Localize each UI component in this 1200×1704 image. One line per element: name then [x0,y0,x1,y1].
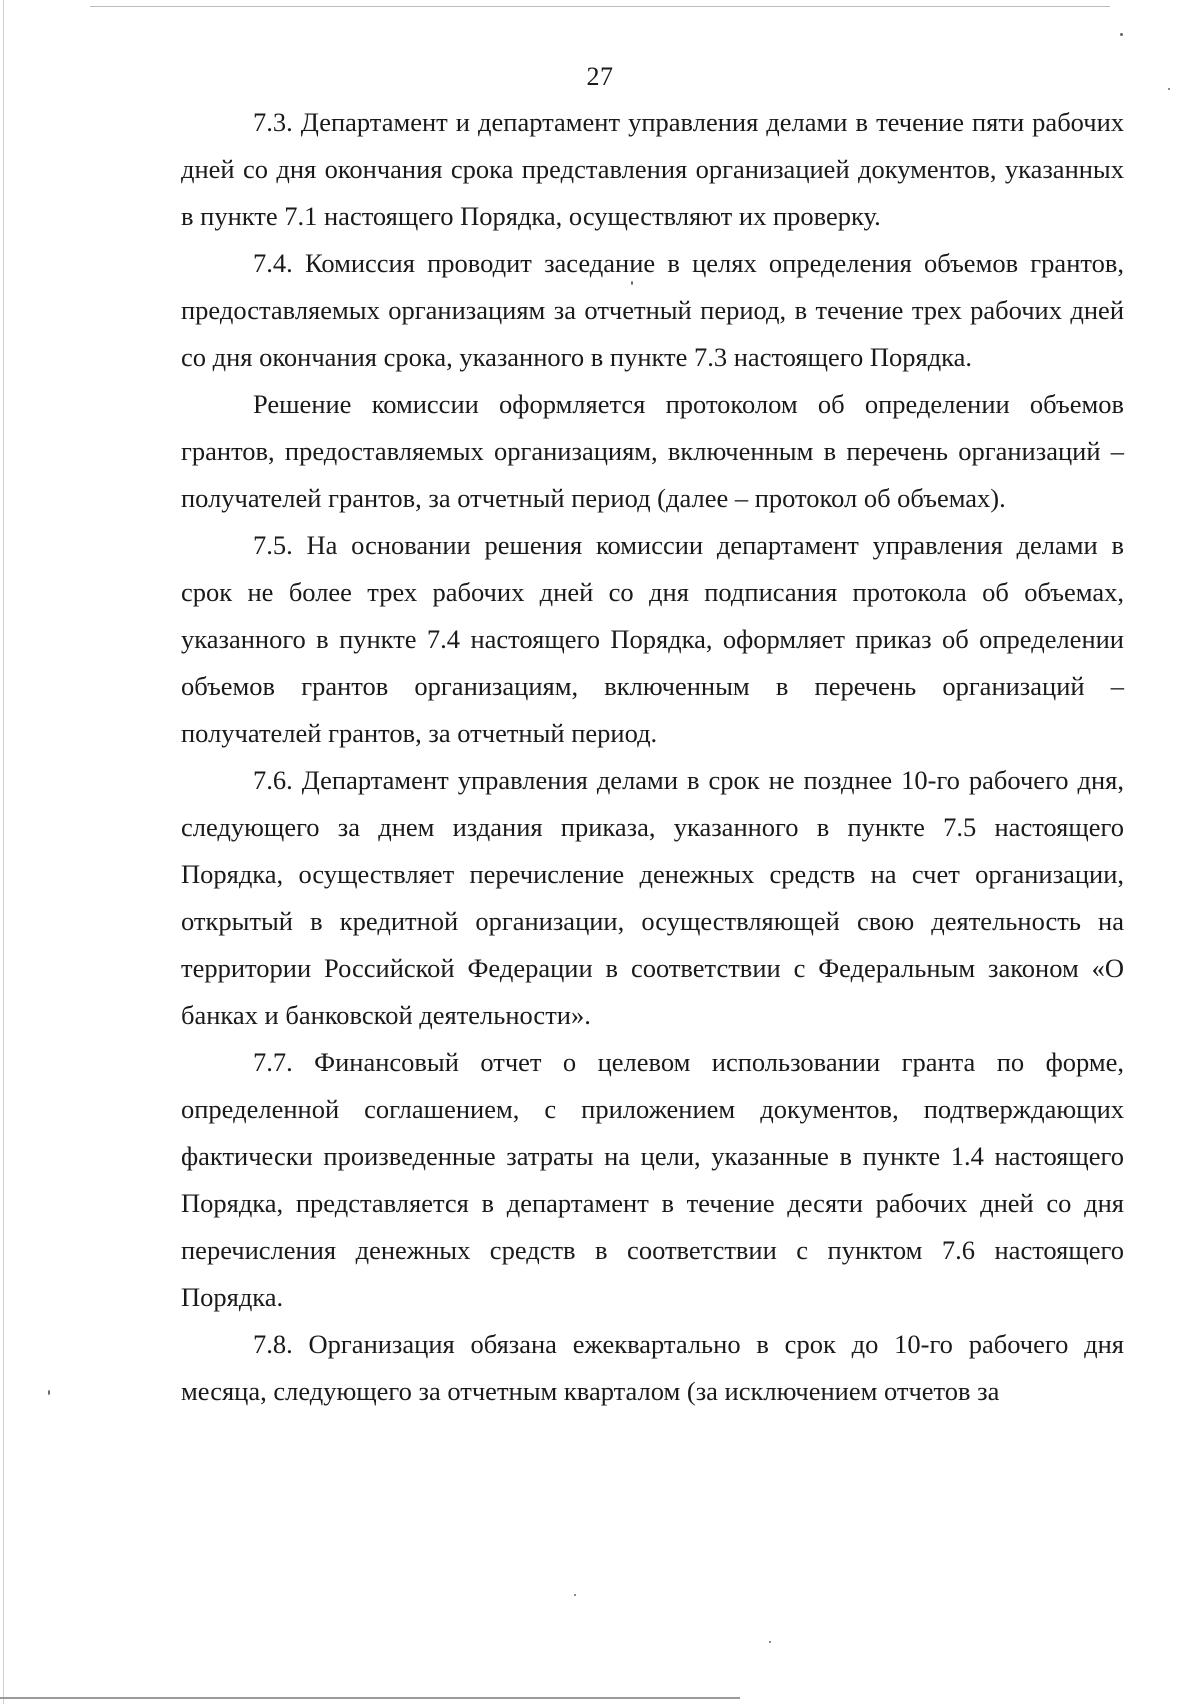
paragraph-7-3: 7.3. Департамент и департамент управления делами в течение пяти рабочих дней со дня окончания срока представления организацией документов, указанных в пункте 7.1 настоящего Порядка, осуществляют их проверку. [181,107,1124,231]
paragraph-decision: Решение комиссии оформляется протоколом об определении объемов грантов, предоставляемых организациям, включенным в перечень организаций – получателей грантов, за отчетный период (далее – протокол об объемах). [181,389,1124,513]
scan-speck [574,1594,576,1596]
paragraph-7-6: 7.6. Департамент управления делами в срок не позднее 10-го рабочего дня, следующего за днем издания приказа, указанного в пункте 7.5 настоящего Порядка, осуществляет перечисление денежных средств на счет организации, открытый в кредитной организации, осуществляющей свою деятельность на территории Российской Федерации в соответствии с Федеральным законом «О банках и банковской деятельности». [181,765,1124,1030]
scan-speck [769,1641,771,1643]
scan-edge-line [3,0,4,1704]
paragraph-7-5: 7.5. На основании решения комиссии департамент управления делами в срок не более трех рабочих дней со дня подписания протокола об объемах, указанного в пункте 7.4 настоящего Порядка, оформляет приказ об определении объемов грантов организациям, включенным в перечень организаций – получателей грантов, за отчетный период. [181,530,1124,748]
page-number: 27 [586,62,614,91]
paragraph-7-4: 7.4. Комиссия проводит заседание в целях определения объемов грантов, предоставляемых организациям за отчетный период, в течение трех рабочих дней со дня окончания срока, указанного в пункте 7.3 настоящего Порядка. [181,248,1124,372]
paragraph-7-7: 7.7. Финансовый отчет о целевом использовании гранта по форме, определенной соглашением, с приложением документов, подтверждающих фактически произведенные затраты на цели, указанные в пункте 1.4 настоящего Порядка, представляется в департамент в течение десяти рабочих дней со дня перечисления денежных средств в соответствии с пунктом 7.6 настоящего Порядка. [181,1047,1124,1312]
scan-edge-line [90,6,1110,7]
scan-edge-line [0,1697,740,1699]
paragraph-7-8: 7.8. Организация обязана ежеквартально в срок до 10-го рабочего дня месяца, следующего за отчетным кварталом (за исключением отчетов за [181,1329,1124,1406]
document-body [181,99,1124,1415]
scan-speck [48,1390,50,1395]
scan-speck [1120,33,1123,36]
